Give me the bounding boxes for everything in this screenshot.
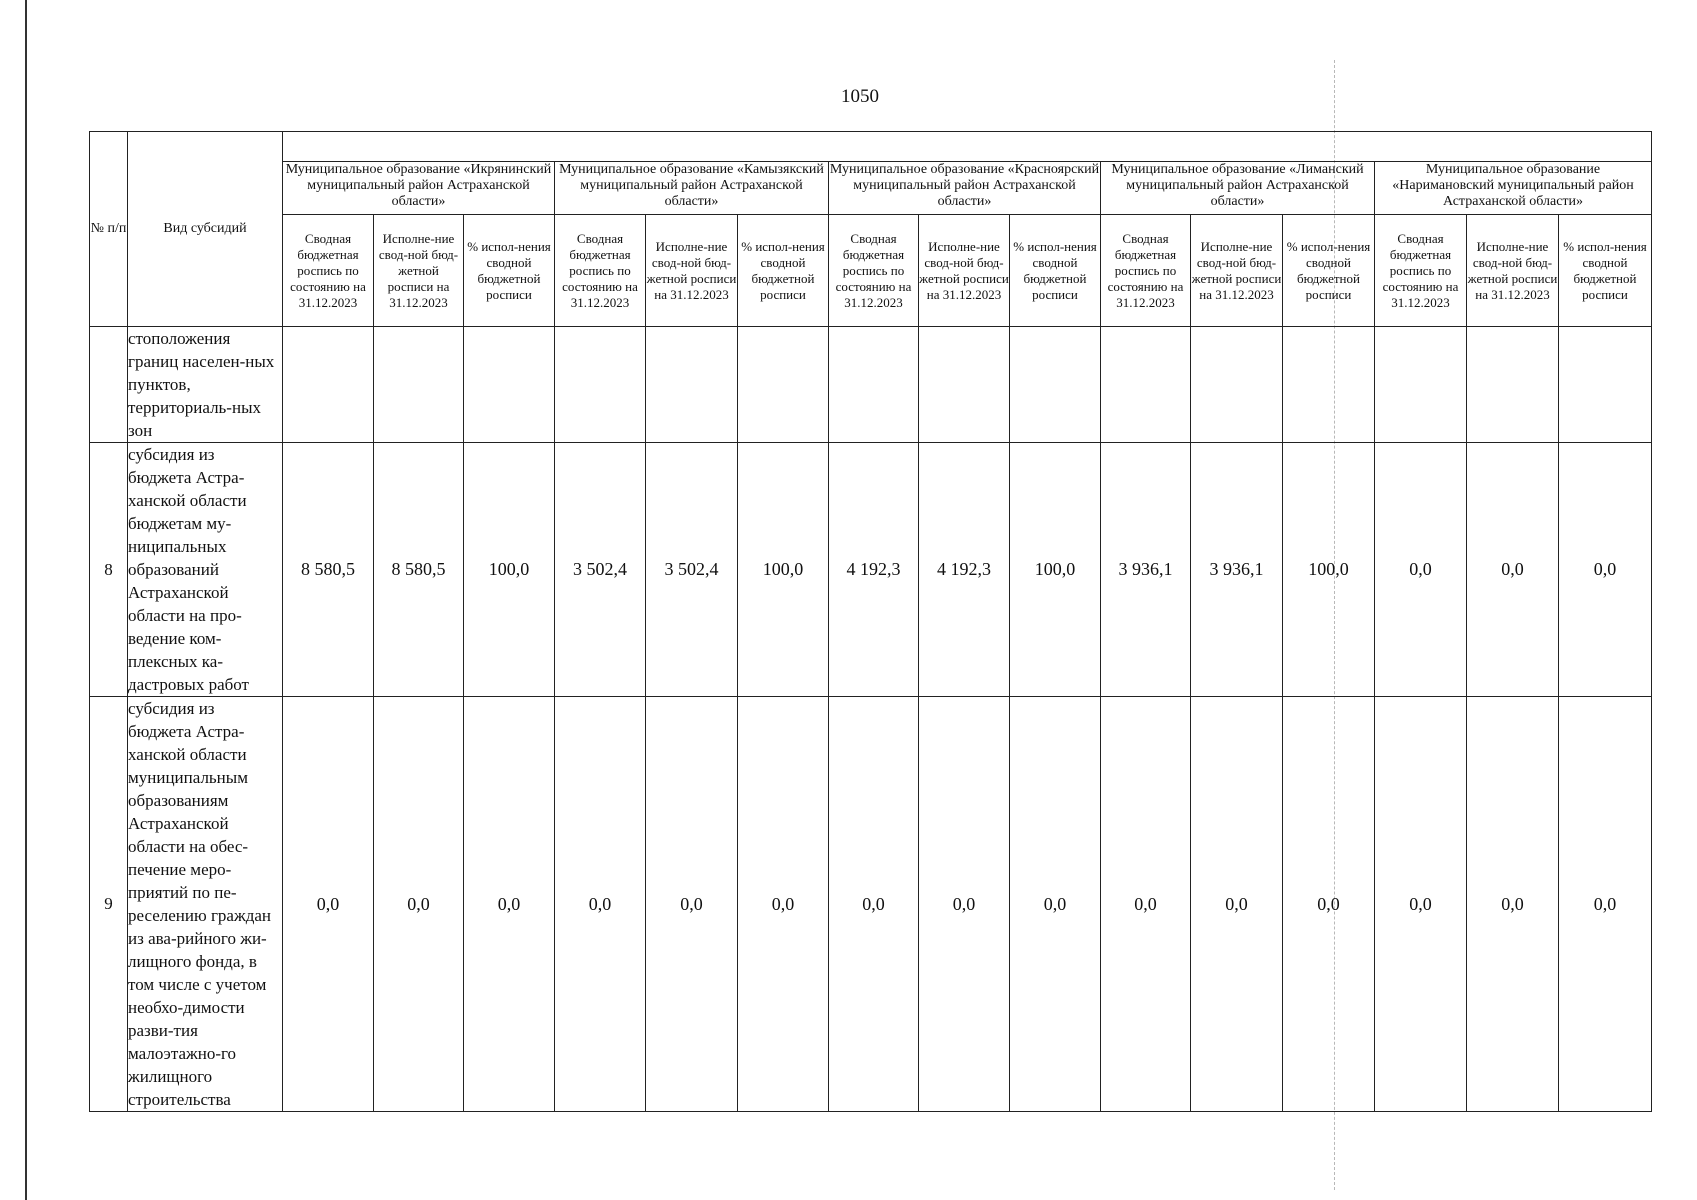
- percent-header: % испол-нения сводной бюджетной росписи: [1283, 215, 1375, 327]
- percent-header: % испол-нения сводной бюджетной росписи: [1010, 215, 1101, 327]
- percent-value: [464, 327, 555, 443]
- execution-value: 3 936,1: [1191, 443, 1283, 697]
- table-row: [90, 697, 1652, 1112]
- execution-value: [374, 327, 464, 443]
- execution-value: 3 502,4: [646, 443, 738, 697]
- row-number: 9: [90, 697, 128, 1112]
- percent-value: 0,0: [1559, 697, 1652, 1112]
- header-subsidy-type: Вид субсидий: [128, 132, 283, 327]
- budget-plan-value: [829, 327, 919, 443]
- subsidy-table: [89, 131, 1652, 1112]
- budget-plan-value: 0,0: [555, 697, 646, 1112]
- subsidy-description: субсидия из бюджета Астра-ханской области муниципальным образованиям Астраханской области на обес-печение меро-приятий по пе-реселению граждан из ава-рийного жи-лищного фонда, в том числе с учетом необхо-димости разви-тия малоэтажно-го жилищного строительства: [128, 697, 283, 1112]
- percent-value: 100,0: [1283, 443, 1375, 697]
- execution-value: [646, 327, 738, 443]
- subsidy-description: субсидия из бюджета Астра-ханской области бюджетам му-ниципальных образований Астраханской области на про-ведение ком-плексных ка-дастровых работ: [128, 443, 283, 697]
- execution-value: [1467, 327, 1559, 443]
- execution-header: Исполне-ние свод-ной бюд-жетной росписи на 31.12.2023: [919, 215, 1010, 327]
- execution-value: 0,0: [374, 697, 464, 1112]
- budget-plan-header: Сводная бюджетная роспись по состоянию на 31.12.2023: [1101, 215, 1191, 327]
- execution-value: 0,0: [1191, 697, 1283, 1112]
- percent-value: [1283, 327, 1375, 443]
- budget-plan-value: 0,0: [1375, 443, 1467, 697]
- percent-value: 0,0: [1010, 697, 1101, 1112]
- budget-plan-value: [555, 327, 646, 443]
- execution-value: 0,0: [646, 697, 738, 1112]
- page-number: 1050: [841, 86, 879, 107]
- percent-value: 100,0: [1010, 443, 1101, 697]
- budget-plan-value: 0,0: [1101, 697, 1191, 1112]
- budget-plan-value: 3 936,1: [1101, 443, 1191, 697]
- budget-plan-value: 0,0: [283, 697, 374, 1112]
- row-number: [90, 327, 128, 443]
- execution-value: [919, 327, 1010, 443]
- budget-plan-header: Сводная бюджетная роспись по состоянию на 31.12.2023: [1375, 215, 1467, 327]
- municipality-krasnoyarsky: Муниципальное образование «Красноярский муниципальный район Астраханской области»: [829, 162, 1101, 215]
- scan-left-edge: [25, 0, 27, 1200]
- header-top-band: [283, 132, 1652, 162]
- budget-plan-header: Сводная бюджетная роспись по состоянию на 31.12.2023: [829, 215, 919, 327]
- execution-header: Исполне-ние свод-ной бюд-жетной росписи на 31.12.2023: [374, 215, 464, 327]
- budget-plan-value: 3 502,4: [555, 443, 646, 697]
- percent-value: 0,0: [1559, 443, 1652, 697]
- execution-value: 0,0: [1467, 443, 1559, 697]
- execution-value: 0,0: [1467, 697, 1559, 1112]
- municipality-narimanovsky: Муниципальное образование «Наримановский муниципальный район Астраханской области»: [1375, 162, 1652, 215]
- percent-value: [1559, 327, 1652, 443]
- municipality-ikryaninsky: Муниципальное образование «Икрянинский муниципальный район Астраханской области»: [283, 162, 555, 215]
- budget-plan-value: 8 580,5: [283, 443, 374, 697]
- execution-value: 4 192,3: [919, 443, 1010, 697]
- table-row: [90, 443, 1652, 697]
- table-row: [90, 327, 1652, 443]
- percent-header: % испол-нения сводной бюджетной росписи: [464, 215, 555, 327]
- execution-header: Исполне-ние свод-ной бюд-жетной росписи на 31.12.2023: [1467, 215, 1559, 327]
- percent-value: [1010, 327, 1101, 443]
- execution-header: Исполне-ние свод-ной бюд-жетной росписи на 31.12.2023: [646, 215, 738, 327]
- row-number: 8: [90, 443, 128, 697]
- budget-plan-value: [283, 327, 374, 443]
- percent-header: % испол-нения сводной бюджетной росписи: [1559, 215, 1652, 327]
- percent-value: [738, 327, 829, 443]
- execution-value: [1191, 327, 1283, 443]
- percent-value: 100,0: [738, 443, 829, 697]
- percent-value: 0,0: [1283, 697, 1375, 1112]
- execution-value: 8 580,5: [374, 443, 464, 697]
- budget-plan-value: [1375, 327, 1467, 443]
- percent-value: 0,0: [738, 697, 829, 1112]
- header-row-number: № п/п: [90, 132, 128, 327]
- budget-plan-header: Сводная бюджетная роспись по состоянию на 31.12.2023: [283, 215, 374, 327]
- budget-plan-value: 4 192,3: [829, 443, 919, 697]
- budget-plan-header: Сводная бюджетная роспись по состоянию на 31.12.2023: [555, 215, 646, 327]
- execution-header: Исполне-ние свод-ной бюд-жетной росписи на 31.12.2023: [1191, 215, 1283, 327]
- municipality-limansky: Муниципальное образование «Лиманский муниципальный район Астраханской области»: [1101, 162, 1375, 215]
- municipality-kamyzyaksky: Муниципальное образование «Камызякский муниципальный район Астраханской области»: [555, 162, 829, 215]
- percent-value: 100,0: [464, 443, 555, 697]
- budget-plan-value: 0,0: [829, 697, 919, 1112]
- budget-plan-value: [1101, 327, 1191, 443]
- percent-header: % испол-нения сводной бюджетной росписи: [738, 215, 829, 327]
- subsidy-description: стоположения границ населен-ных пунктов, территориаль-ных зон: [128, 327, 283, 443]
- execution-value: 0,0: [919, 697, 1010, 1112]
- percent-value: 0,0: [464, 697, 555, 1112]
- budget-plan-value: 0,0: [1375, 697, 1467, 1112]
